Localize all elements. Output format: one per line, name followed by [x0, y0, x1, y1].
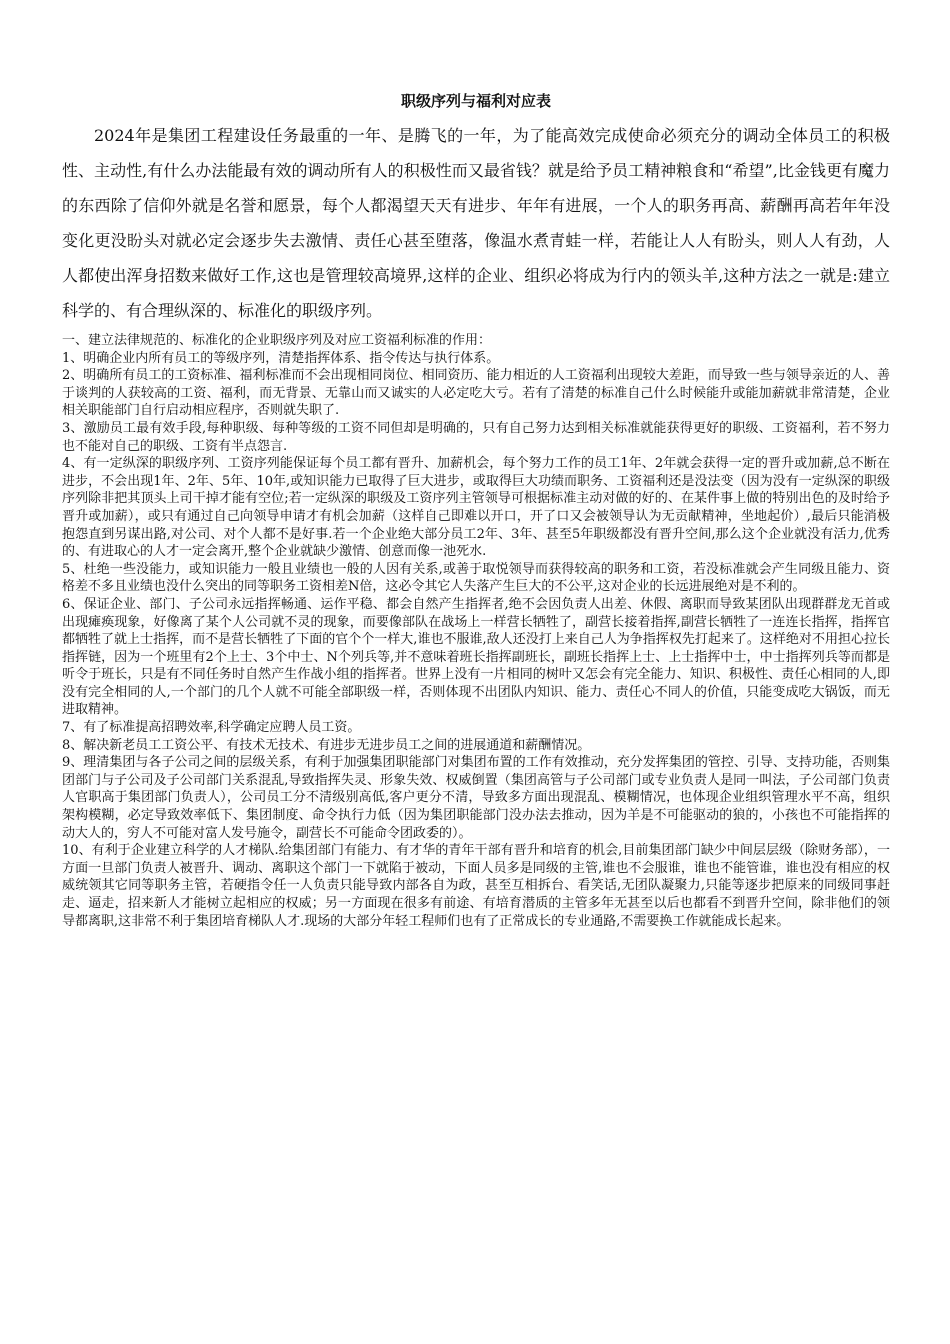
intro-paragraph: 2024年是集团工程建设任务最重的一年、是腾飞的一年，为了能高效完成使命必须充分的调动全体员工的积极性、主动性,有什么办法能最有效的调动所有人的积极性而又最省钱？就是给予员工精神粮食和“希望”,比金钱更有魔力的东西除了信仰外就是名誉和愿景，每个人都渴望天天有进步、年年有进展，一个人的职务再高、薪酬再高若年年没变化更没盼头对就必定会逐步失去激情、责任心甚至堕落，像温水煮青蛙一样，若能让人人有盼头，则人人有劲，人人都使出浑身招数来做好工作,这也是管理较高境界,这样的企业、组织必将成为行内的领头羊,这种方法之一就是:建立科学的、有合理纵深的、标准化的职级序列。 — [62, 126, 890, 320]
document-page — [62, 88, 890, 930]
section-heading: 一、建立法律规范的、标准化的企业职级序列及对应工资福利标准的作用： — [62, 333, 492, 348]
list-item: 5、杜绝一些没能力，或知识能力一般且业绩也一般的人因有关系,或善于取悦领导而获得较高的职务和工资，若没标准就会产生同级且能力、资格差不多且业绩也没什么突出的同等职务工资相差N倍，这必令其它人失落产生巨大的不公平,这对企业的长远进展绝对是不利的。 — [62, 561, 890, 595]
list-item: 8、解决新老员工工资公平、有技术无技术、有进步无进步员工之间的进展通道和薪酬情况。 — [62, 737, 591, 753]
list-item: 7、有了标准提高招聘效率,科学确定应聘人员工资。 — [62, 720, 361, 736]
list-item: 1、明确企业内所有员工的等级序列，清楚指挥体系、指令传达与执行体系。 — [62, 350, 500, 366]
benefits-section — [62, 332, 890, 930]
list-item: 2、明确所有员工的工资标准、福利标准而不会出现相同岗位、相同资历、能力相近的人工资福利出现较大差距，而导致一些与领导亲近的人、善于谈判的人获较高的工资、福利，而无背景、无靠山而又诚实的人必定吃大亏。若有了清楚的标准自己什么时候能升或能加薪就非常清楚，企业相关职能部门自行启动相应程序，否则就失职了. — [62, 368, 890, 419]
list-item: 10、有利于企业建立科学的人才梯队.给集团部门有能力、有才华的青年干部有晋升和培育的机会,目前集团部门缺少中间层层级（除财务部），一方面一旦部门负责人被晋升、调动、离职这个部门一下就陷于被动，下面人员多是同级的主管,谁也不会服谁，谁也不能管谁，谁也没有相应的权威统领其它同等职务主管，若硬指令任一人负责只能导致内部各自为政，甚至互相拆台、看笑话,无团队凝聚力,只能等逐步把原来的同级同事赶走、逼走，招来新人才能树立起相应的权威；另一方面现在很多有前途、有培育潜质的主管多年无甚至以后也都看不到晋升空间，除非他们的领导都离职,这非常不利于集团培育梯队人才.现场的大部分年轻工程师们也有了正常成长的专业通路,不需要换工作就能成长起来。 — [62, 843, 890, 929]
document-title: 职级序列与福利对应表 — [400, 92, 551, 110]
list-item: 9、理清集团与各子公司之间的层级关系，有利于加强集团职能部门对集团布置的工作有效推动，充分发挥集团的管控、引导、支持功能，否则集团部门与子公司及子公司部门关系混乱,导致指挥失灵、形象失效、权威倒置（集团高管与子公司部门或专业负责人是同一叫法，子公司部门负责人官职高于集团部门负责人），公司员工分不清级别高低,客户更分不清，导致多方面出现混乱、模糊情况，也体现企业组织管理水平不高，组织架构模糊，必定导致效率低下、集团制度、命令执行力低（因为集团职能部门没办法去推动，因为羊是不可能驱动的狼的，小孩也不可能指挥的动大人的，穷人不可能对富人发号施令，副营长不可能命令团政委的）。 — [62, 755, 890, 841]
list-item: 3、激励员工最有效手段,每种职级、每种等级的工资不同但却是明确的，只有自己努力达到相关标准就能获得更好的职级、工资福利，若不努力也不能对自己的职级、工资有半点怨言. — [62, 420, 890, 454]
list-item: 4、有一定纵深的职级序列、工资序列能保证每个员工都有晋升、加薪机会，每个努力工作的员工1年、2年就会获得一定的晋升或加薪,总不断在进步，不会出现1年、2年、5年、10年,或知识能力已取得了巨大进步，或取得巨大功绩而职务、工资福利还是没法变（因为没有一定纵深的职级序列除非把其顶头上司干掉才能有空位;若一定纵深的职级及工资序列主管领导可根据标准主动对做的好的、在某件事上做的特别出色的及时给予晋升或加薪），或只有通过自己向领导申请才有机会加薪（这样自己即难以开口，开了口又会被领导认为无贡献精神，坐地起价）,最后只能消极抱怨直到另谋出路,对公司、对个人都不是好事.若一个企业绝大部分员工2年、3年、甚至5年职级都没有晋升空间,那么这个企业就没有活力,优秀的、有进取心的人才一定会离开,整个企业就缺少激情、创意而像一池死水. — [62, 456, 890, 560]
list-item: 6、保证企业、部门、子公司永远指挥畅通、运作平稳、都会自然产生指挥者,绝不会因负责人出差、休假、离职而导致某团队出现群群龙无首或出现瘫痪现象，好像离了某个人公司就不灵的现象，而要像部队在战场上一样营长牺牲了，副营长接着指挥,副营长牺牲了一连连长指挥，指挥官都牺牲了就上士指挥，而不是营长牺牲了下面的官个个一样大,谁也不服谁,敌人还没打上来自己人为争指挥权先打起来了。这样绝对不用担心拉长指挥链，因为一个班里有2个上士、3个中士、N个列兵等,并不意味着班长指挥副班长，副班长指挥上士、上士指挥中士，中士指挥列兵等而都是听令于班长，只是有不同任务时自然产生作战小组的指挥者。世界上没有一片相同的树叶又怎会有完全能力、知识、积极性、责任心相同的人,即没有完全相同的人,一个部门的几个人就不可能全部职级一样，否则体现不出团队内知识、能力、责任心不同人的价值，只能变成吃大锅饭，而无进取精神。 — [62, 596, 890, 718]
